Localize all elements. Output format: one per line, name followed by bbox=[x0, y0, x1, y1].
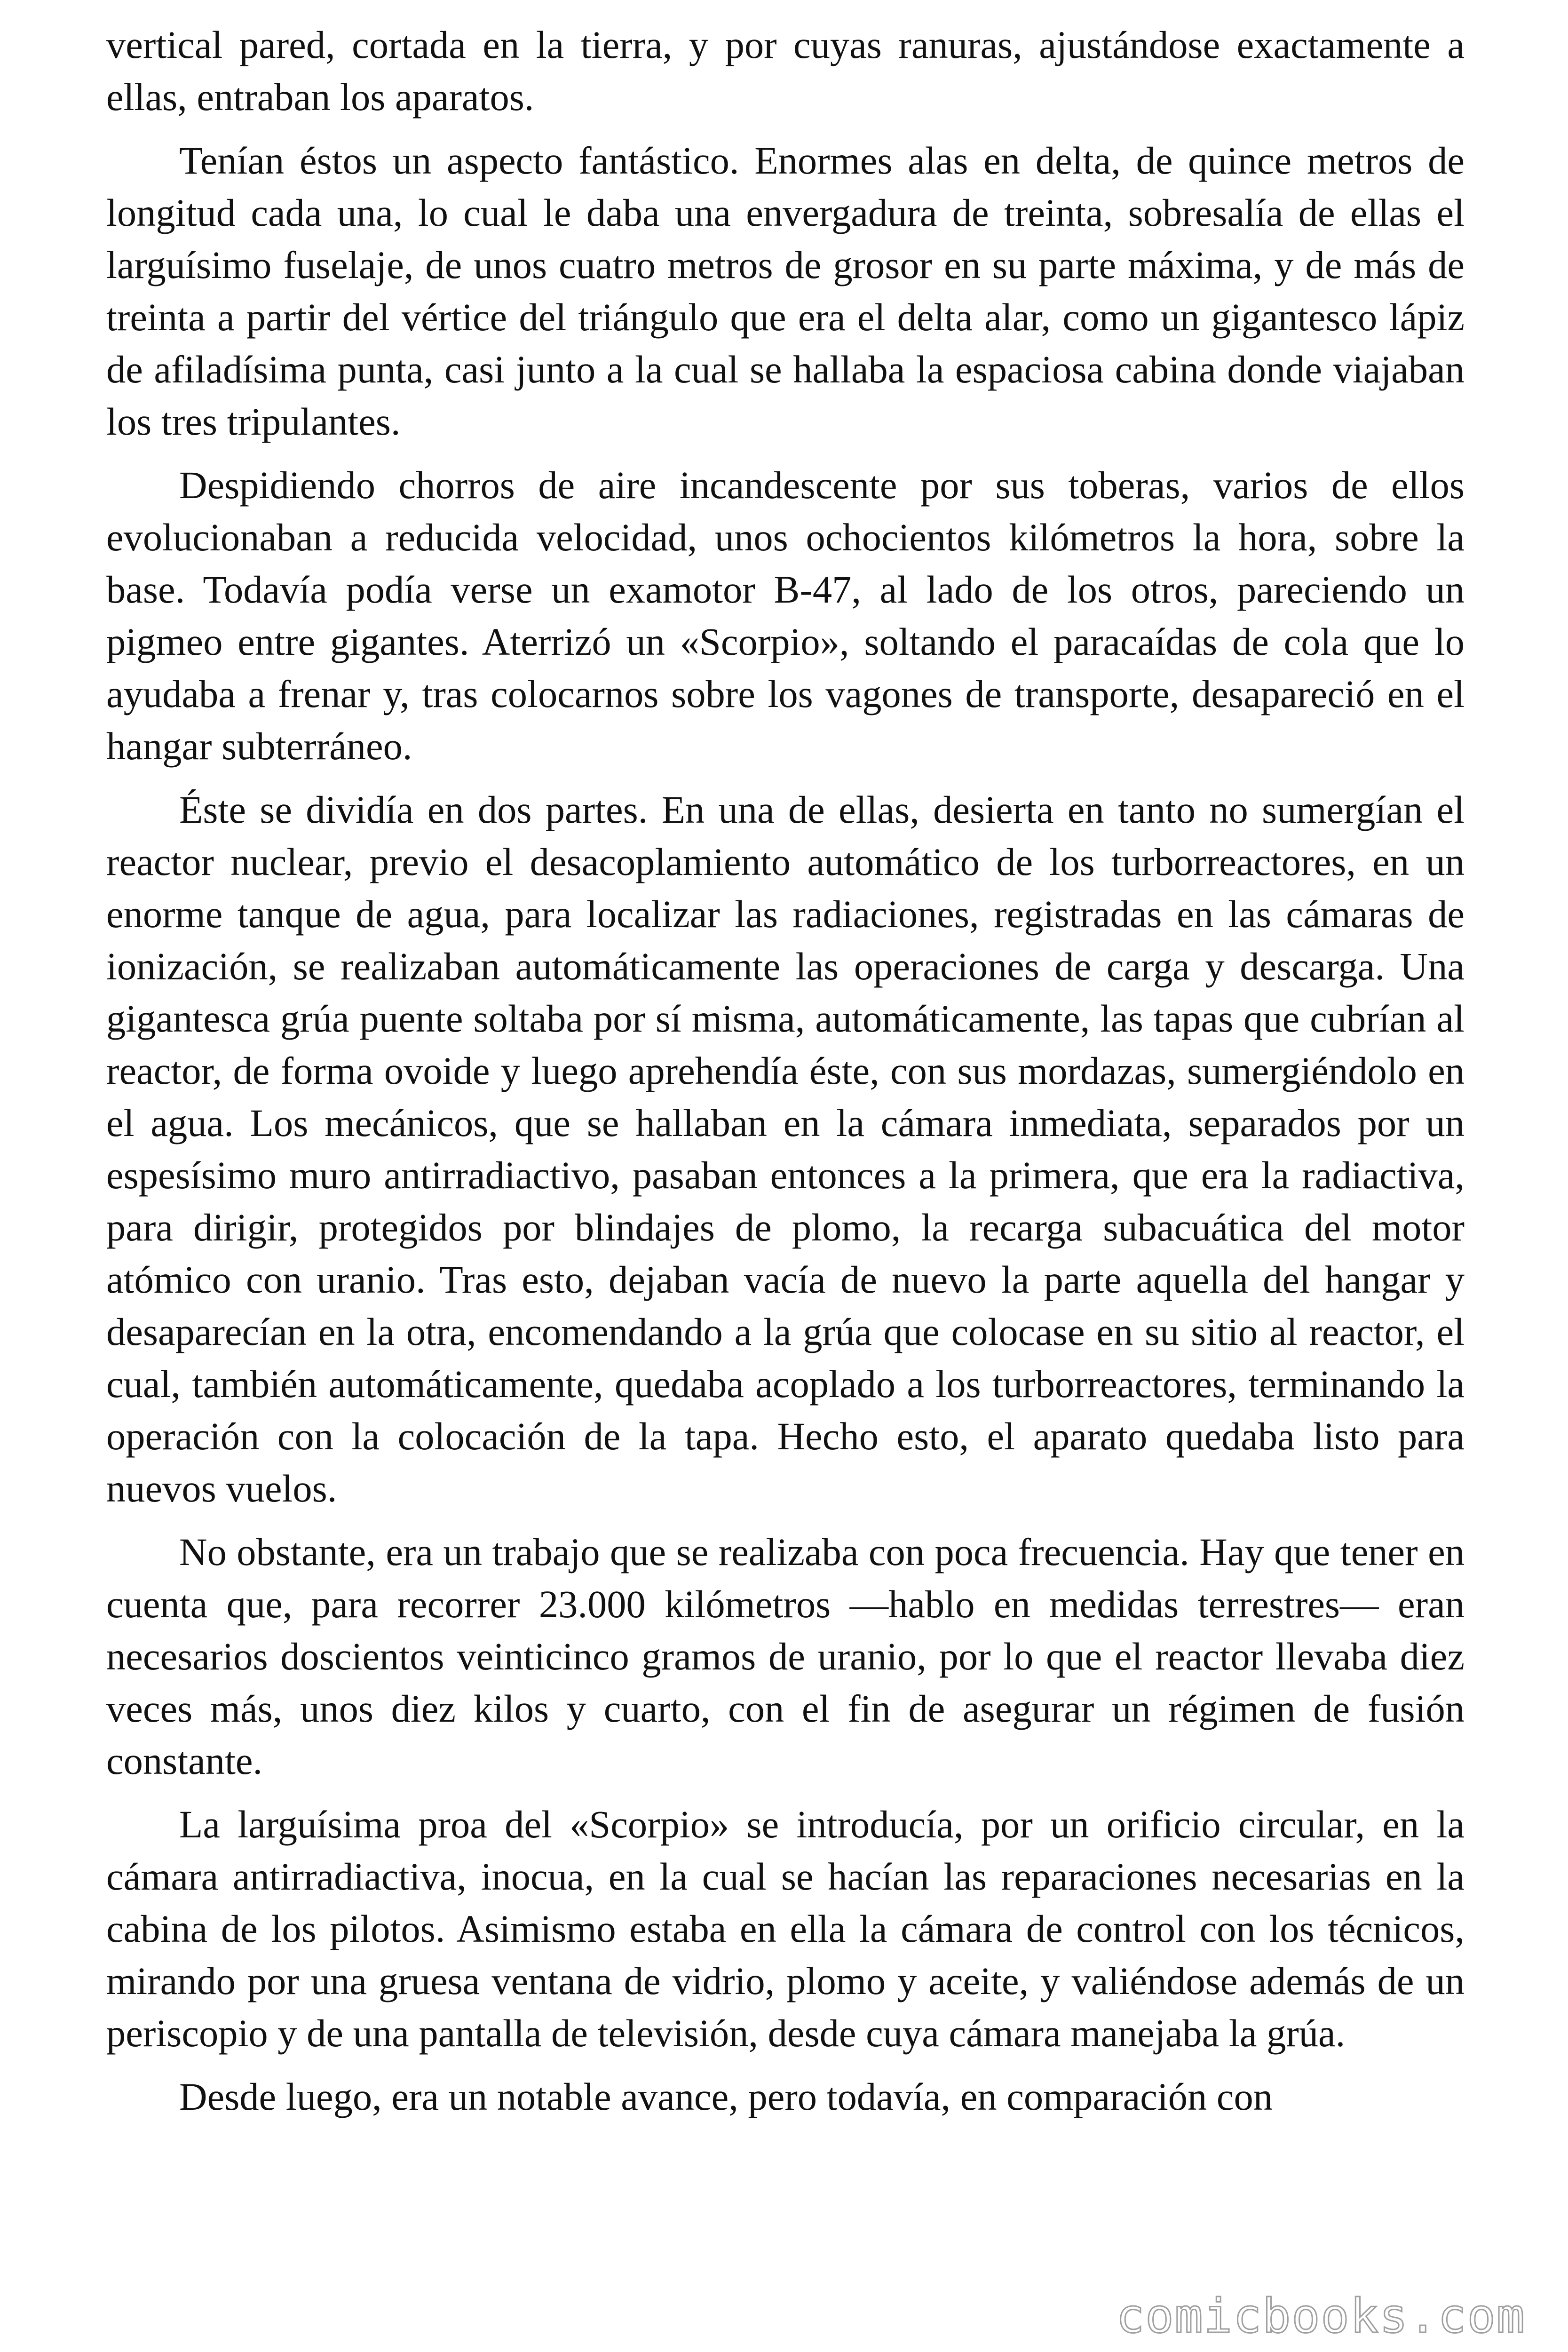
paragraph-7: Desde luego, era un notable avance, pero todavía, en comparación con bbox=[179, 2075, 1273, 2118]
page-text bbox=[106, 19, 1465, 2123]
paragraph-6: La larguísima proa del «Scorpio» se introducía, por un orificio circular, en la cámara antirradiactiva, inocua, en la cual se hacían las reparaciones necesarias en la cabina de los pilotos. Asimismo estaba en ella la cámara de control con los técnicos, mirando por una gruesa ventana de vidrio, plomo y aceite, y valiéndose además de un periscopio y de una pantalla de televisión, desde cuya cámara manejaba la grúa. bbox=[106, 1803, 1465, 2055]
paragraph-2: Tenían éstos un aspecto fantástico. Enormes alas en delta, de quince metros de longitud cada una, lo cual le daba una envergadura de treinta, sobresalía de ellas el larguísimo fuselaje, de unos cuatro metros de grosor en su parte máxima, y de más de treinta a partir del vértice del triángulo que era el delta alar, como un gigantesco lápiz de afiladísima punta, casi junto a la cual se hallaba la espaciosa cabina donde viajaban los tres tripulantes. bbox=[106, 139, 1465, 443]
site-watermark: comicbooks.com bbox=[1116, 2288, 1526, 2344]
paragraph-1: vertical pared, cortada en la tierra, y por cuyas ranuras, ajustándose exactamente a ellas, entraban los aparatos. bbox=[106, 23, 1465, 119]
paragraph-4: Éste se dividía en dos partes. En una de ellas, desierta en tanto no sumergían el reactor nuclear, previo el desacoplamiento automático de los turborreactores, en un enorme tanque de agua, para localizar las radiaciones, registradas en las cámaras de ionización, se realizaban automáticamente las operaciones de carga y descarga. Una gigantesca grúa puente soltaba por sí misma, automáticamente, las tapas que cubrían al reactor, de forma ovoide y luego aprehendía éste, con sus mordazas, sumergiéndolo en el agua. Los mecánicos, que se hallaban en la cámara inmediata, separados por un espesísimo muro antirradiactivo, pasaban entonces a la primera, que era la radiactiva, para dirigir, protegidos por blindajes de plomo, la recarga subacuática del motor atómico con uranio. Tras esto, dejaban vacía de nuevo la parte aquella del hangar y desaparecían en la otra, encomendando a la grúa que colocase en su sitio al reactor, el cual, también automáticamente, quedaba acoplado a los turborreactores, terminando la operación con la colocación de la tapa. Hecho esto, el aparato quedaba listo para nuevos vuelos. bbox=[106, 788, 1465, 1510]
paragraph-3: Despidiendo chorros de aire incandescente por sus toberas, varios de ellos evolucionaban a reducida velocidad, unos ochocientos kilómetros la hora, sobre la base. Todavía podía verse un examotor B-47, al lado de los otros, pareciendo un pigmeo entre gigantes. Aterrizó un «Scorpio», soltando el paracaídas de cola que lo ayudaba a frenar y, tras colocarnos sobre los vagones de transporte, desapareció en el hangar subterráneo. bbox=[106, 463, 1465, 768]
paragraph-5: No obstante, era un trabajo que se realizaba con poca frecuencia. Hay que tener en cuenta que, para recorrer 23.000 kilómetros —hablo en medidas terrestres— eran necesarios doscientos veinticinco gramos de uranio, por lo que el reactor llevaba diez veces más, unos diez kilos y cuarto, con el fin de asegurar un régimen de fusión constante. bbox=[106, 1530, 1465, 1782]
